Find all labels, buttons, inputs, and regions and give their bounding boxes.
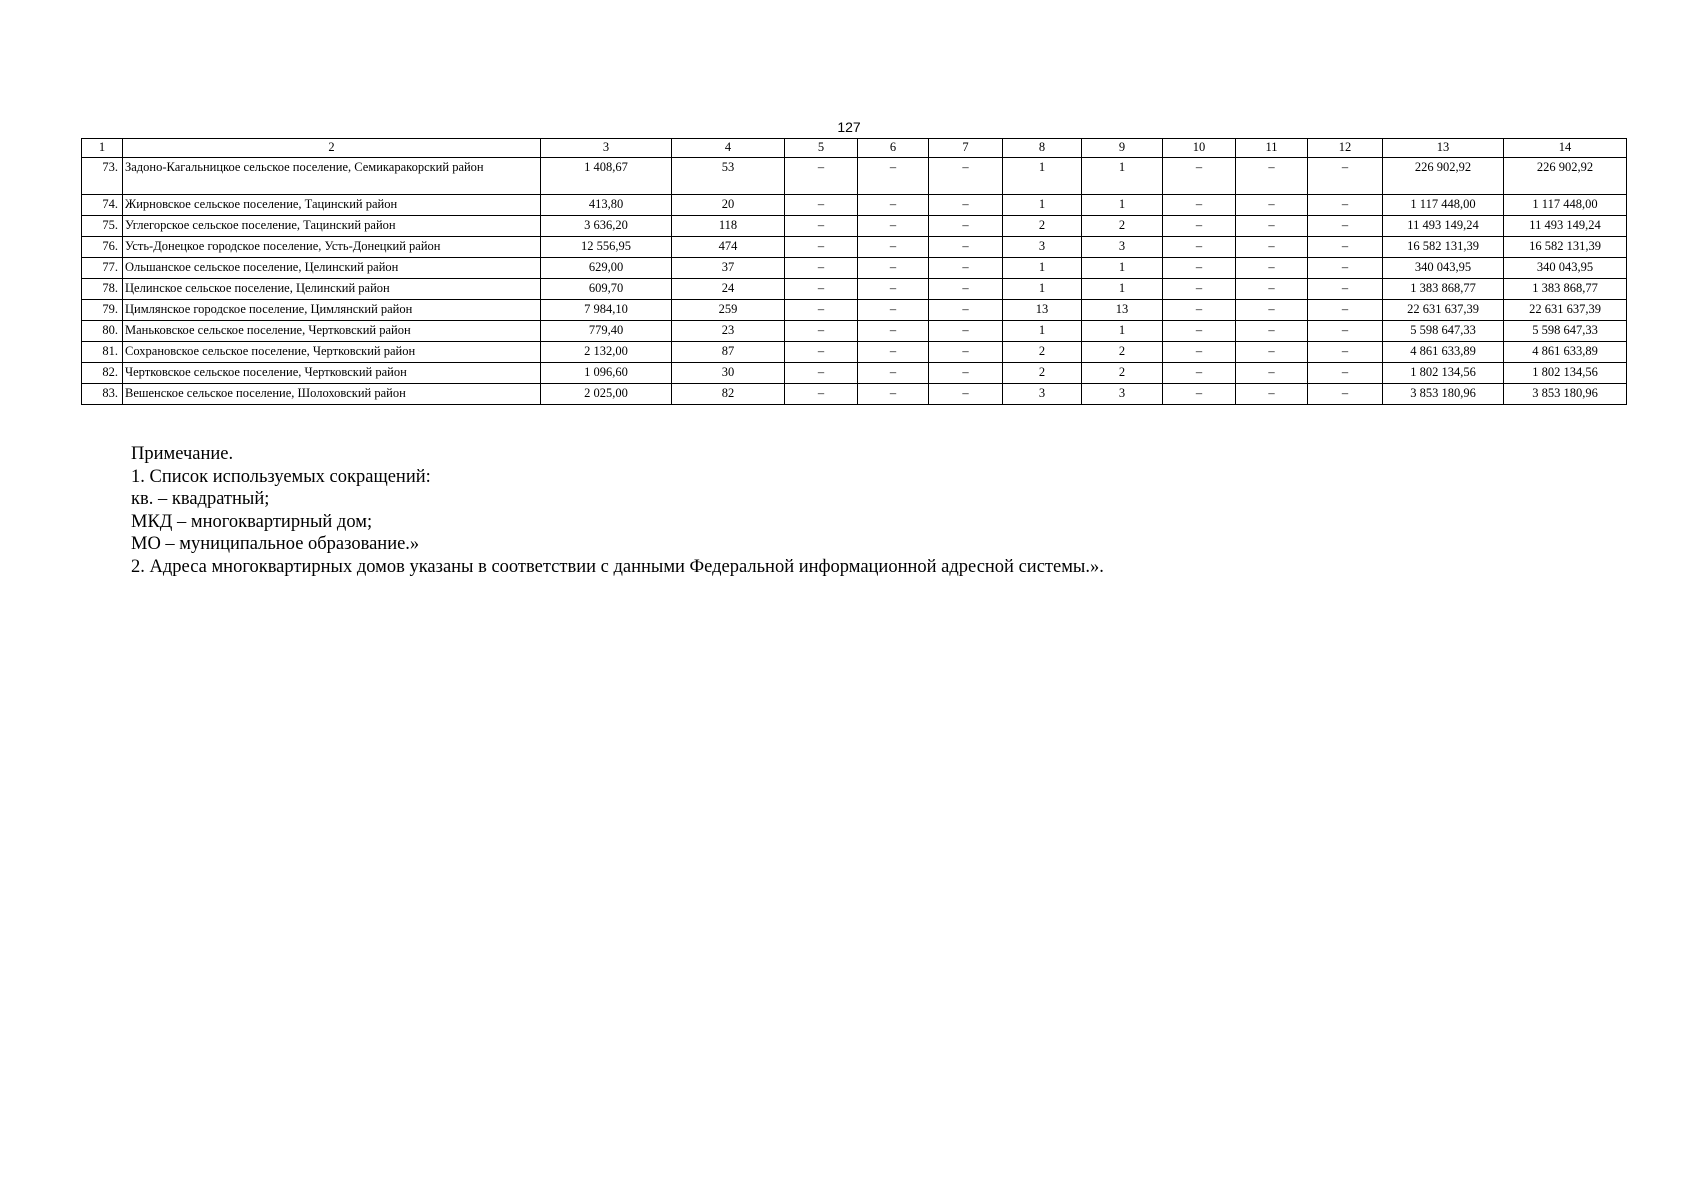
col5-cell: –	[785, 216, 858, 237]
col5-cell: –	[785, 195, 858, 216]
settlement-name-cell: Маньковское сельское поселение, Чертковский район	[123, 321, 541, 342]
col11-cell: –	[1236, 216, 1308, 237]
col9-cell: 2	[1082, 216, 1163, 237]
col7-cell: –	[929, 195, 1003, 216]
total-amount-cell: 340 043,95	[1504, 258, 1627, 279]
row-number-cell: 82.	[82, 363, 123, 384]
total-amount-cell: 16 582 131,39	[1504, 237, 1627, 258]
col12-cell: –	[1308, 195, 1383, 216]
count-cell: 37	[672, 258, 785, 279]
amount-cell: 1 383 868,77	[1383, 279, 1504, 300]
col7-cell: –	[929, 384, 1003, 405]
settlement-name-cell: Ольшанское сельское поселение, Целинский район	[123, 258, 541, 279]
area-cell: 1 408,67	[541, 158, 672, 195]
col9-cell: 1	[1082, 158, 1163, 195]
settlement-name-cell: Сохрановское сельское поселение, Чертковский район	[123, 342, 541, 363]
col7-cell: –	[929, 279, 1003, 300]
col8-cell: 3	[1003, 237, 1082, 258]
count-cell: 82	[672, 384, 785, 405]
col11-cell: –	[1236, 279, 1308, 300]
col8-cell: 1	[1003, 279, 1082, 300]
total-amount-cell: 1 117 448,00	[1504, 195, 1627, 216]
column-header: 1	[82, 139, 123, 158]
col8-cell: 3	[1003, 384, 1082, 405]
area-cell: 609,70	[541, 279, 672, 300]
total-amount-cell: 22 631 637,39	[1504, 300, 1627, 321]
area-cell: 2 025,00	[541, 384, 672, 405]
col12-cell: –	[1308, 258, 1383, 279]
data-table	[81, 138, 1627, 405]
amount-cell: 3 853 180,96	[1383, 384, 1504, 405]
settlement-name-cell: Углегорское сельское поселение, Тацинский район	[123, 216, 541, 237]
col10-cell: –	[1163, 321, 1236, 342]
col8-cell: 1	[1003, 321, 1082, 342]
col8-cell: 1	[1003, 258, 1082, 279]
column-header: 7	[929, 139, 1003, 158]
column-header: 13	[1383, 139, 1504, 158]
col6-cell: –	[858, 321, 929, 342]
col11-cell: –	[1236, 195, 1308, 216]
column-header: 5	[785, 139, 858, 158]
note-line: МО – муниципальное образование.»	[131, 534, 420, 554]
col9-cell: 2	[1082, 342, 1163, 363]
table-row	[82, 321, 1627, 342]
col8-cell: 2	[1003, 342, 1082, 363]
col11-cell: –	[1236, 300, 1308, 321]
notes-title: Примечание.	[131, 444, 234, 464]
col7-cell: –	[929, 158, 1003, 195]
col9-cell: 3	[1082, 237, 1163, 258]
col10-cell: –	[1163, 363, 1236, 384]
count-cell: 30	[672, 363, 785, 384]
col5-cell: –	[785, 384, 858, 405]
col10-cell: –	[1163, 258, 1236, 279]
table-row	[82, 342, 1627, 363]
row-number-cell: 75.	[82, 216, 123, 237]
col6-cell: –	[858, 195, 929, 216]
col6-cell: –	[858, 279, 929, 300]
col9-cell: 2	[1082, 363, 1163, 384]
amount-cell: 1 802 134,56	[1383, 363, 1504, 384]
page-number: 127	[837, 119, 861, 135]
col11-cell: –	[1236, 158, 1308, 195]
area-cell: 1 096,60	[541, 363, 672, 384]
col10-cell: –	[1163, 300, 1236, 321]
area-cell: 2 132,00	[541, 342, 672, 363]
col6-cell: –	[858, 300, 929, 321]
col12-cell: –	[1308, 321, 1383, 342]
settlement-name-cell: Чертковское сельское поселение, Чертковский район	[123, 363, 541, 384]
col8-cell: 13	[1003, 300, 1082, 321]
col9-cell: 1	[1082, 279, 1163, 300]
col9-cell: 13	[1082, 300, 1163, 321]
col9-cell: 1	[1082, 321, 1163, 342]
row-number-cell: 80.	[82, 321, 123, 342]
count-cell: 24	[672, 279, 785, 300]
col5-cell: –	[785, 237, 858, 258]
settlement-name-cell: Целинское сельское поселение, Целинский район	[123, 279, 541, 300]
note-line: кв. – квадратный;	[131, 489, 270, 509]
count-cell: 23	[672, 321, 785, 342]
table-row	[82, 195, 1627, 216]
col11-cell: –	[1236, 384, 1308, 405]
col11-cell: –	[1236, 363, 1308, 384]
col6-cell: –	[858, 342, 929, 363]
col9-cell: 3	[1082, 384, 1163, 405]
col5-cell: –	[785, 363, 858, 384]
col7-cell: –	[929, 363, 1003, 384]
col6-cell: –	[858, 258, 929, 279]
row-number-cell: 79.	[82, 300, 123, 321]
col8-cell: 1	[1003, 158, 1082, 195]
settlement-name-cell: Вешенское сельское поселение, Шолоховский район	[123, 384, 541, 405]
area-cell: 413,80	[541, 195, 672, 216]
col10-cell: –	[1163, 158, 1236, 195]
col7-cell: –	[929, 300, 1003, 321]
column-header: 11	[1236, 139, 1308, 158]
total-amount-cell: 1 802 134,56	[1504, 363, 1627, 384]
count-cell: 53	[672, 158, 785, 195]
column-header: 3	[541, 139, 672, 158]
table-row	[82, 216, 1627, 237]
amount-cell: 11 493 149,24	[1383, 216, 1504, 237]
col10-cell: –	[1163, 384, 1236, 405]
column-header: 10	[1163, 139, 1236, 158]
col12-cell: –	[1308, 363, 1383, 384]
col9-cell: 1	[1082, 195, 1163, 216]
col12-cell: –	[1308, 300, 1383, 321]
col11-cell: –	[1236, 237, 1308, 258]
total-amount-cell: 4 861 633,89	[1504, 342, 1627, 363]
settlement-name-cell: Усть-Донецкое городское поселение, Усть-Донецкий район	[123, 237, 541, 258]
col6-cell: –	[858, 216, 929, 237]
col12-cell: –	[1308, 384, 1383, 405]
col8-cell: 2	[1003, 363, 1082, 384]
count-cell: 87	[672, 342, 785, 363]
total-amount-cell: 5 598 647,33	[1504, 321, 1627, 342]
col6-cell: –	[858, 363, 929, 384]
table-row	[82, 384, 1627, 405]
table-row	[82, 279, 1627, 300]
col7-cell: –	[929, 216, 1003, 237]
column-header: 14	[1504, 139, 1627, 158]
table-row	[82, 158, 1627, 195]
column-header: 4	[672, 139, 785, 158]
note-line: МКД – многоквартирный дом;	[131, 511, 373, 532]
notes-section	[131, 443, 1611, 578]
amount-cell: 16 582 131,39	[1383, 237, 1504, 258]
col10-cell: –	[1163, 279, 1236, 300]
col5-cell: –	[785, 158, 858, 195]
col10-cell: –	[1163, 237, 1236, 258]
amount-cell: 4 861 633,89	[1383, 342, 1504, 363]
col7-cell: –	[929, 258, 1003, 279]
column-header: 9	[1082, 139, 1163, 158]
settlement-name-cell: Жирновское сельское поселение, Тацинский район	[123, 195, 541, 216]
settlement-name-cell: Цимлянское городское поселение, Цимлянский район	[123, 300, 541, 321]
table-row	[82, 300, 1627, 321]
col11-cell: –	[1236, 258, 1308, 279]
amount-cell: 340 043,95	[1383, 258, 1504, 279]
total-amount-cell: 1 383 868,77	[1504, 279, 1627, 300]
col5-cell: –	[785, 279, 858, 300]
col6-cell: –	[858, 237, 929, 258]
area-cell: 3 636,20	[541, 216, 672, 237]
total-amount-cell: 226 902,92	[1504, 158, 1627, 195]
col6-cell: –	[858, 158, 929, 195]
col8-cell: 1	[1003, 195, 1082, 216]
row-number-cell: 81.	[82, 342, 123, 363]
row-number-cell: 77.	[82, 258, 123, 279]
col8-cell: 2	[1003, 216, 1082, 237]
col5-cell: –	[785, 300, 858, 321]
col5-cell: –	[785, 321, 858, 342]
amount-cell: 5 598 647,33	[1383, 321, 1504, 342]
col10-cell: –	[1163, 342, 1236, 363]
col12-cell: –	[1308, 237, 1383, 258]
settlement-name-cell: Задоно-Кагальницкое сельское поселение, Семикаракорский район	[123, 158, 541, 195]
count-cell: 474	[672, 237, 785, 258]
column-header: 2	[123, 139, 541, 158]
col12-cell: –	[1308, 216, 1383, 237]
row-number-cell: 73.	[82, 158, 123, 195]
count-cell: 20	[672, 195, 785, 216]
col11-cell: –	[1236, 321, 1308, 342]
count-cell: 118	[672, 216, 785, 237]
row-number-cell: 74.	[82, 195, 123, 216]
column-header: 12	[1308, 139, 1383, 158]
col12-cell: –	[1308, 342, 1383, 363]
table-row	[82, 258, 1627, 279]
count-cell: 259	[672, 300, 785, 321]
col9-cell: 1	[1082, 258, 1163, 279]
area-cell: 7 984,10	[541, 300, 672, 321]
total-amount-cell: 11 493 149,24	[1504, 216, 1627, 237]
note-line: 2. Адреса многоквартирных домов указаны в соответствии с данными Федеральной информационной адресной системы.».	[131, 556, 1104, 577]
table-header-row	[82, 139, 1627, 158]
total-amount-cell: 3 853 180,96	[1504, 384, 1627, 405]
col7-cell: –	[929, 342, 1003, 363]
col10-cell: –	[1163, 216, 1236, 237]
col7-cell: –	[929, 321, 1003, 342]
col12-cell: –	[1308, 279, 1383, 300]
note-line: 1. Список используемых сокращений:	[131, 466, 431, 487]
column-header: 6	[858, 139, 929, 158]
col11-cell: –	[1236, 342, 1308, 363]
amount-cell: 22 631 637,39	[1383, 300, 1504, 321]
amount-cell: 1 117 448,00	[1383, 195, 1504, 216]
col5-cell: –	[785, 342, 858, 363]
row-number-cell: 83.	[82, 384, 123, 405]
col5-cell: –	[785, 258, 858, 279]
col10-cell: –	[1163, 195, 1236, 216]
row-number-cell: 78.	[82, 279, 123, 300]
col12-cell: –	[1308, 158, 1383, 195]
area-cell: 12 556,95	[541, 237, 672, 258]
col6-cell: –	[858, 384, 929, 405]
area-cell: 779,40	[541, 321, 672, 342]
amount-cell: 226 902,92	[1383, 158, 1504, 195]
table-row	[82, 237, 1627, 258]
column-header: 8	[1003, 139, 1082, 158]
area-cell: 629,00	[541, 258, 672, 279]
col7-cell: –	[929, 237, 1003, 258]
row-number-cell: 76.	[82, 237, 123, 258]
table-row	[82, 363, 1627, 384]
